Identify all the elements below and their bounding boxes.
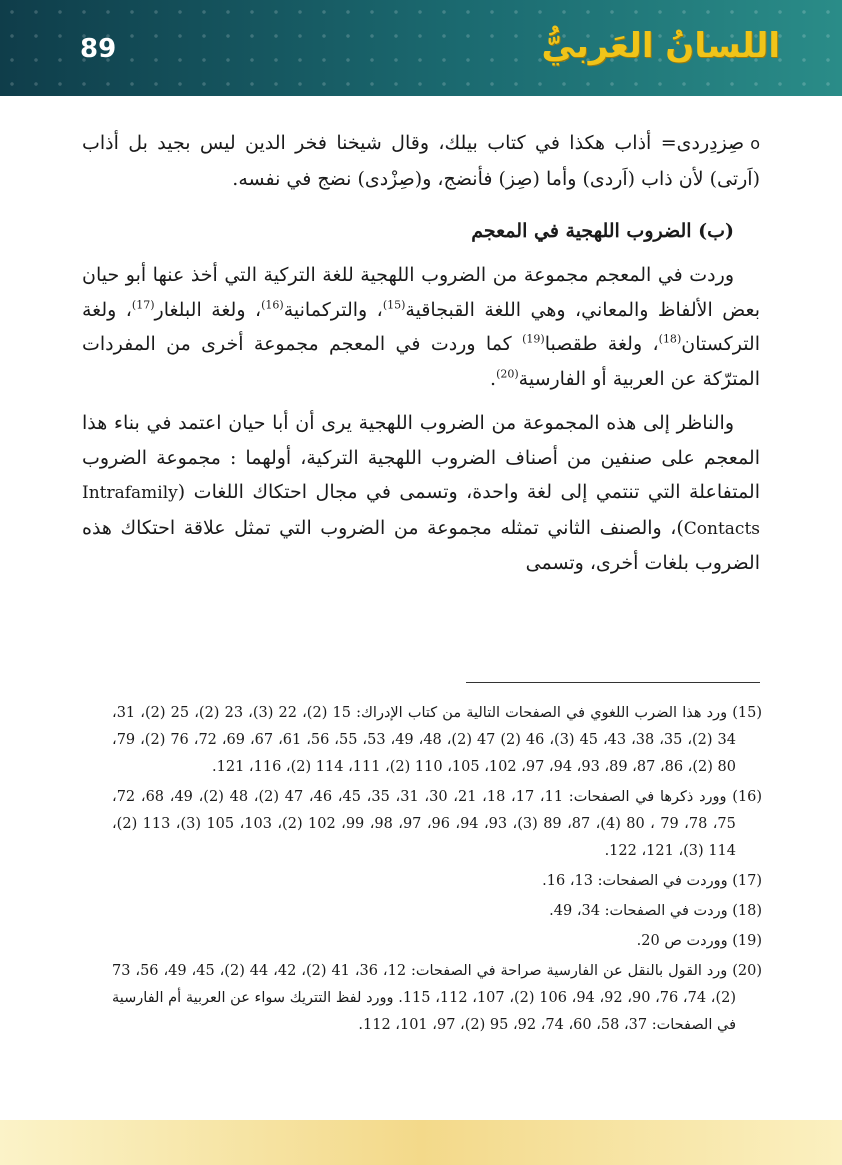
- footnote-17: (17) ووردت في الصفحات: 13، 16.: [542, 873, 762, 889]
- page-number: 89: [80, 34, 117, 64]
- english-term: Intrafamily Contacts: [82, 483, 760, 539]
- article-body: [82, 126, 760, 581]
- footnote-ref-18[interactable]: (18): [658, 332, 682, 346]
- paragraph-dialects: [82, 258, 760, 396]
- paragraph-definition: [82, 126, 760, 196]
- text-run: وردت في المعجم مجموعة من الضروب اللهجية للغة التركية التي أخذ عنها أبو حيان بعض الألفاظ والمعاني، وهي اللغة القبجاقية: [82, 264, 760, 321]
- paragraph-analysis: [82, 406, 760, 581]
- footnote-separator: [466, 682, 760, 683]
- page-footer-band: [0, 1120, 842, 1165]
- footnote-19: (19) ووردت ص 20.: [636, 933, 762, 949]
- text-run: ، ولغة البلغار: [154, 298, 262, 321]
- footnote-16: (16) وورد ذكرها في الصفحات: 11، 17، 18، 21، 30، 31، 35، 45، 46، 47 (2)، 48 (2)، 49، 68، 72، 75، 78، 79 ، 80 (4)، 87، 89 (3)، 93، 94، 96، 97، 98، 99، 102 (2)، 103، 105 (3)، 113 (2)، 114 (3)، 121، 122.: [112, 789, 763, 859]
- footnote-ref-20[interactable]: (20): [496, 367, 519, 381]
- text-run: ، والتركمانية: [283, 298, 383, 321]
- text-run: كما وردت في المعجم مجموعة أخرى من المفردات المترّكة عن العربية أو الفارسية: [82, 333, 760, 390]
- footnote-18: (18) وردت في الصفحات: 34، 49.: [549, 903, 762, 919]
- footnotes-list: [112, 700, 762, 1042]
- footnote-ref-19[interactable]: (19): [522, 332, 545, 346]
- footnote-ref-17[interactable]: (17): [131, 298, 155, 312]
- page-header: [0, 0, 842, 96]
- footnote-20: (20) ورد القول بالنقل عن الفارسية صراحة في الصفحات: 12، 36، 41 (2)، 42، 44 (2)، 45، 49، 56، 73 (2)، 74، 76، 90، 92، 94، 106 (2)، 107، 112، 115. وورد لفظ التتريك سواء عن العربية أم الفارسية في الصفحات: 37، 58، 60، 74، 92، 95 (2)، 97، 101، 112.: [112, 963, 763, 1033]
- text-run: ، ولغة طقصبا: [544, 333, 659, 355]
- text-run: ، ولغة التركستان: [82, 298, 760, 355]
- footnote-ref-15[interactable]: (15): [382, 298, 406, 312]
- footnote-15: (15) ورد هذا الضرب اللغوي في الصفحات التالية من كتاب الإدراك: 15 (2)، 22 (3)، 23 (2)، 25 (2)، 31، 34 (2)، 35، 38، 43، 45 (3)، 46 (2) 47 (2)، 48، 49، 53، 55، 56، 61، 67، 69، 72، 76 (2)، 79، 80 (2)، 86، 87، 89، 93، 94، 97، 102، 105، 110 (2)، 111، 114 (2)، 116، 121.: [112, 705, 762, 775]
- paragraph-definition-text: صِزدِردی= أذاب هكذا في كتاب بيلك، وقال شيخنا فخر الدين ليس بجيد بل أذاب (اَرتی) لأن ذاب (اَردی) وأما (صِز) فأنضج، و(صِزْدی) نضج في نفسه.: [82, 132, 760, 190]
- journal-logo-title: اللسانُ العَربيُّ: [541, 26, 780, 66]
- bullet-circle-icon: o: [750, 134, 760, 153]
- text-run: والناظر إلى هذه المجموعة من الضروب اللهجية يرى أن أبا حيان اعتمد في بناء هذا المعجم على صنفين من أصناف الضروب اللهجية التركية، أولهما : مجموعة الضروب المتفاعلة التي تنتمي إلى لغة واحدة، وتسمى في مجال احتكاك اللغات (: [82, 412, 761, 503]
- text-run: .: [490, 367, 497, 390]
- text-run: )، والصنف الثاني تمثله مجموعة من الضروب التي تمثل علاقة احتكاك هذه الضروب بلغات أخرى، وتسمى: [82, 516, 760, 574]
- section-heading: (ب) الضروب اللهجية في المعجم: [471, 220, 734, 242]
- footnote-ref-16[interactable]: (16): [261, 298, 284, 312]
